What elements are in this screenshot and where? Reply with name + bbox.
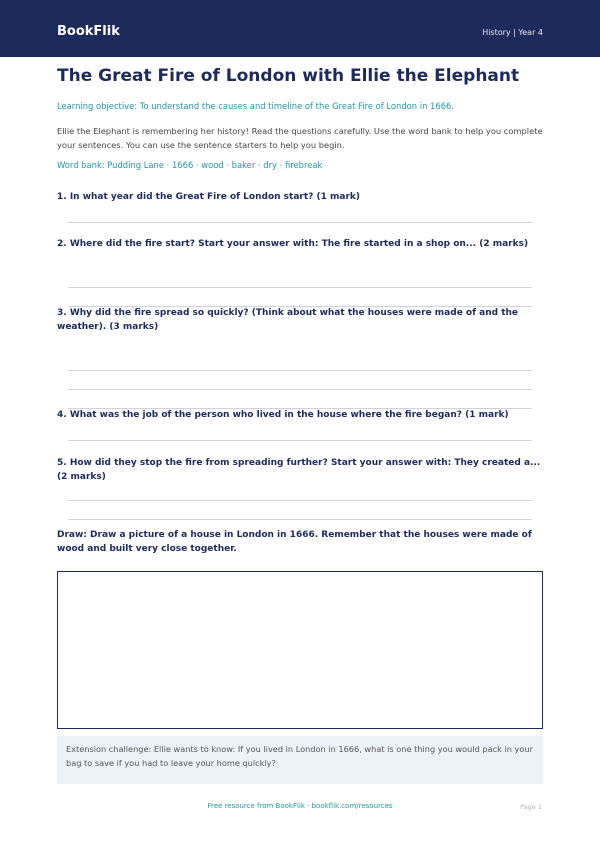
question-2: 2. Where did the fire start? Start your answer with: The fire started in a shop on... (2 marks) bbox=[57, 239, 529, 249]
footer-text: Free resource from BookFlik · bookflik.com/resources bbox=[207, 802, 393, 810]
question-3: 3. Why did the fire spread so quickly? (Think about what the houses were made of and the weather). (3 marks) bbox=[57, 308, 519, 332]
answer-line-5b[interactable] bbox=[68, 519, 532, 520]
question-5: 5. How did they stop the fire from spreading further? Start your answer with: They created a... (2 marks) bbox=[57, 458, 541, 482]
extension-challenge: Extension challenge: Ellie wants to know: If you lived in London in 1666, what is one thing you would pack in your bag to save if you had to leave your home quickly? bbox=[57, 736, 543, 784]
question-1: 1. In what year did the Great Fire of London start? (1 mark) bbox=[57, 192, 360, 202]
draw-instruction: Draw: Draw a picture of a house in London in 1666. Remember that the houses were made of wood and built very close together. bbox=[57, 530, 532, 554]
word-bank: Word bank: Pudding Lane · 1666 · wood · baker · dry · firebreak bbox=[57, 160, 323, 170]
subject-label: History | Year 4 bbox=[482, 28, 543, 37]
intro-text: Ellie the Elephant is remembering her history! Read the questions carefully. Use the word bank to help you complete your sentences. You can use the sentence starters to help you begin. bbox=[57, 126, 543, 150]
page-number: Page 1 bbox=[520, 803, 542, 811]
brand-logo: BookFlik bbox=[57, 24, 120, 39]
answer-line-3a[interactable] bbox=[68, 370, 532, 371]
question-4: 4. What was the job of the person who lived in the house where the fire began? (1 mark) bbox=[57, 410, 509, 420]
answer-line-3b[interactable] bbox=[68, 389, 532, 390]
drawing-box[interactable] bbox=[57, 571, 543, 729]
answer-line-4[interactable] bbox=[68, 440, 532, 441]
answer-line-5a[interactable] bbox=[68, 500, 532, 501]
page-title: The Great Fire of London with Ellie the Elephant bbox=[57, 66, 520, 86]
answer-line-1[interactable] bbox=[68, 222, 532, 223]
learning-objective: Learning objective: To understand the causes and timeline of the Great Fire of London in 1666. bbox=[57, 101, 455, 111]
answer-line-2a[interactable] bbox=[68, 287, 532, 288]
page-header bbox=[0, 0, 600, 57]
